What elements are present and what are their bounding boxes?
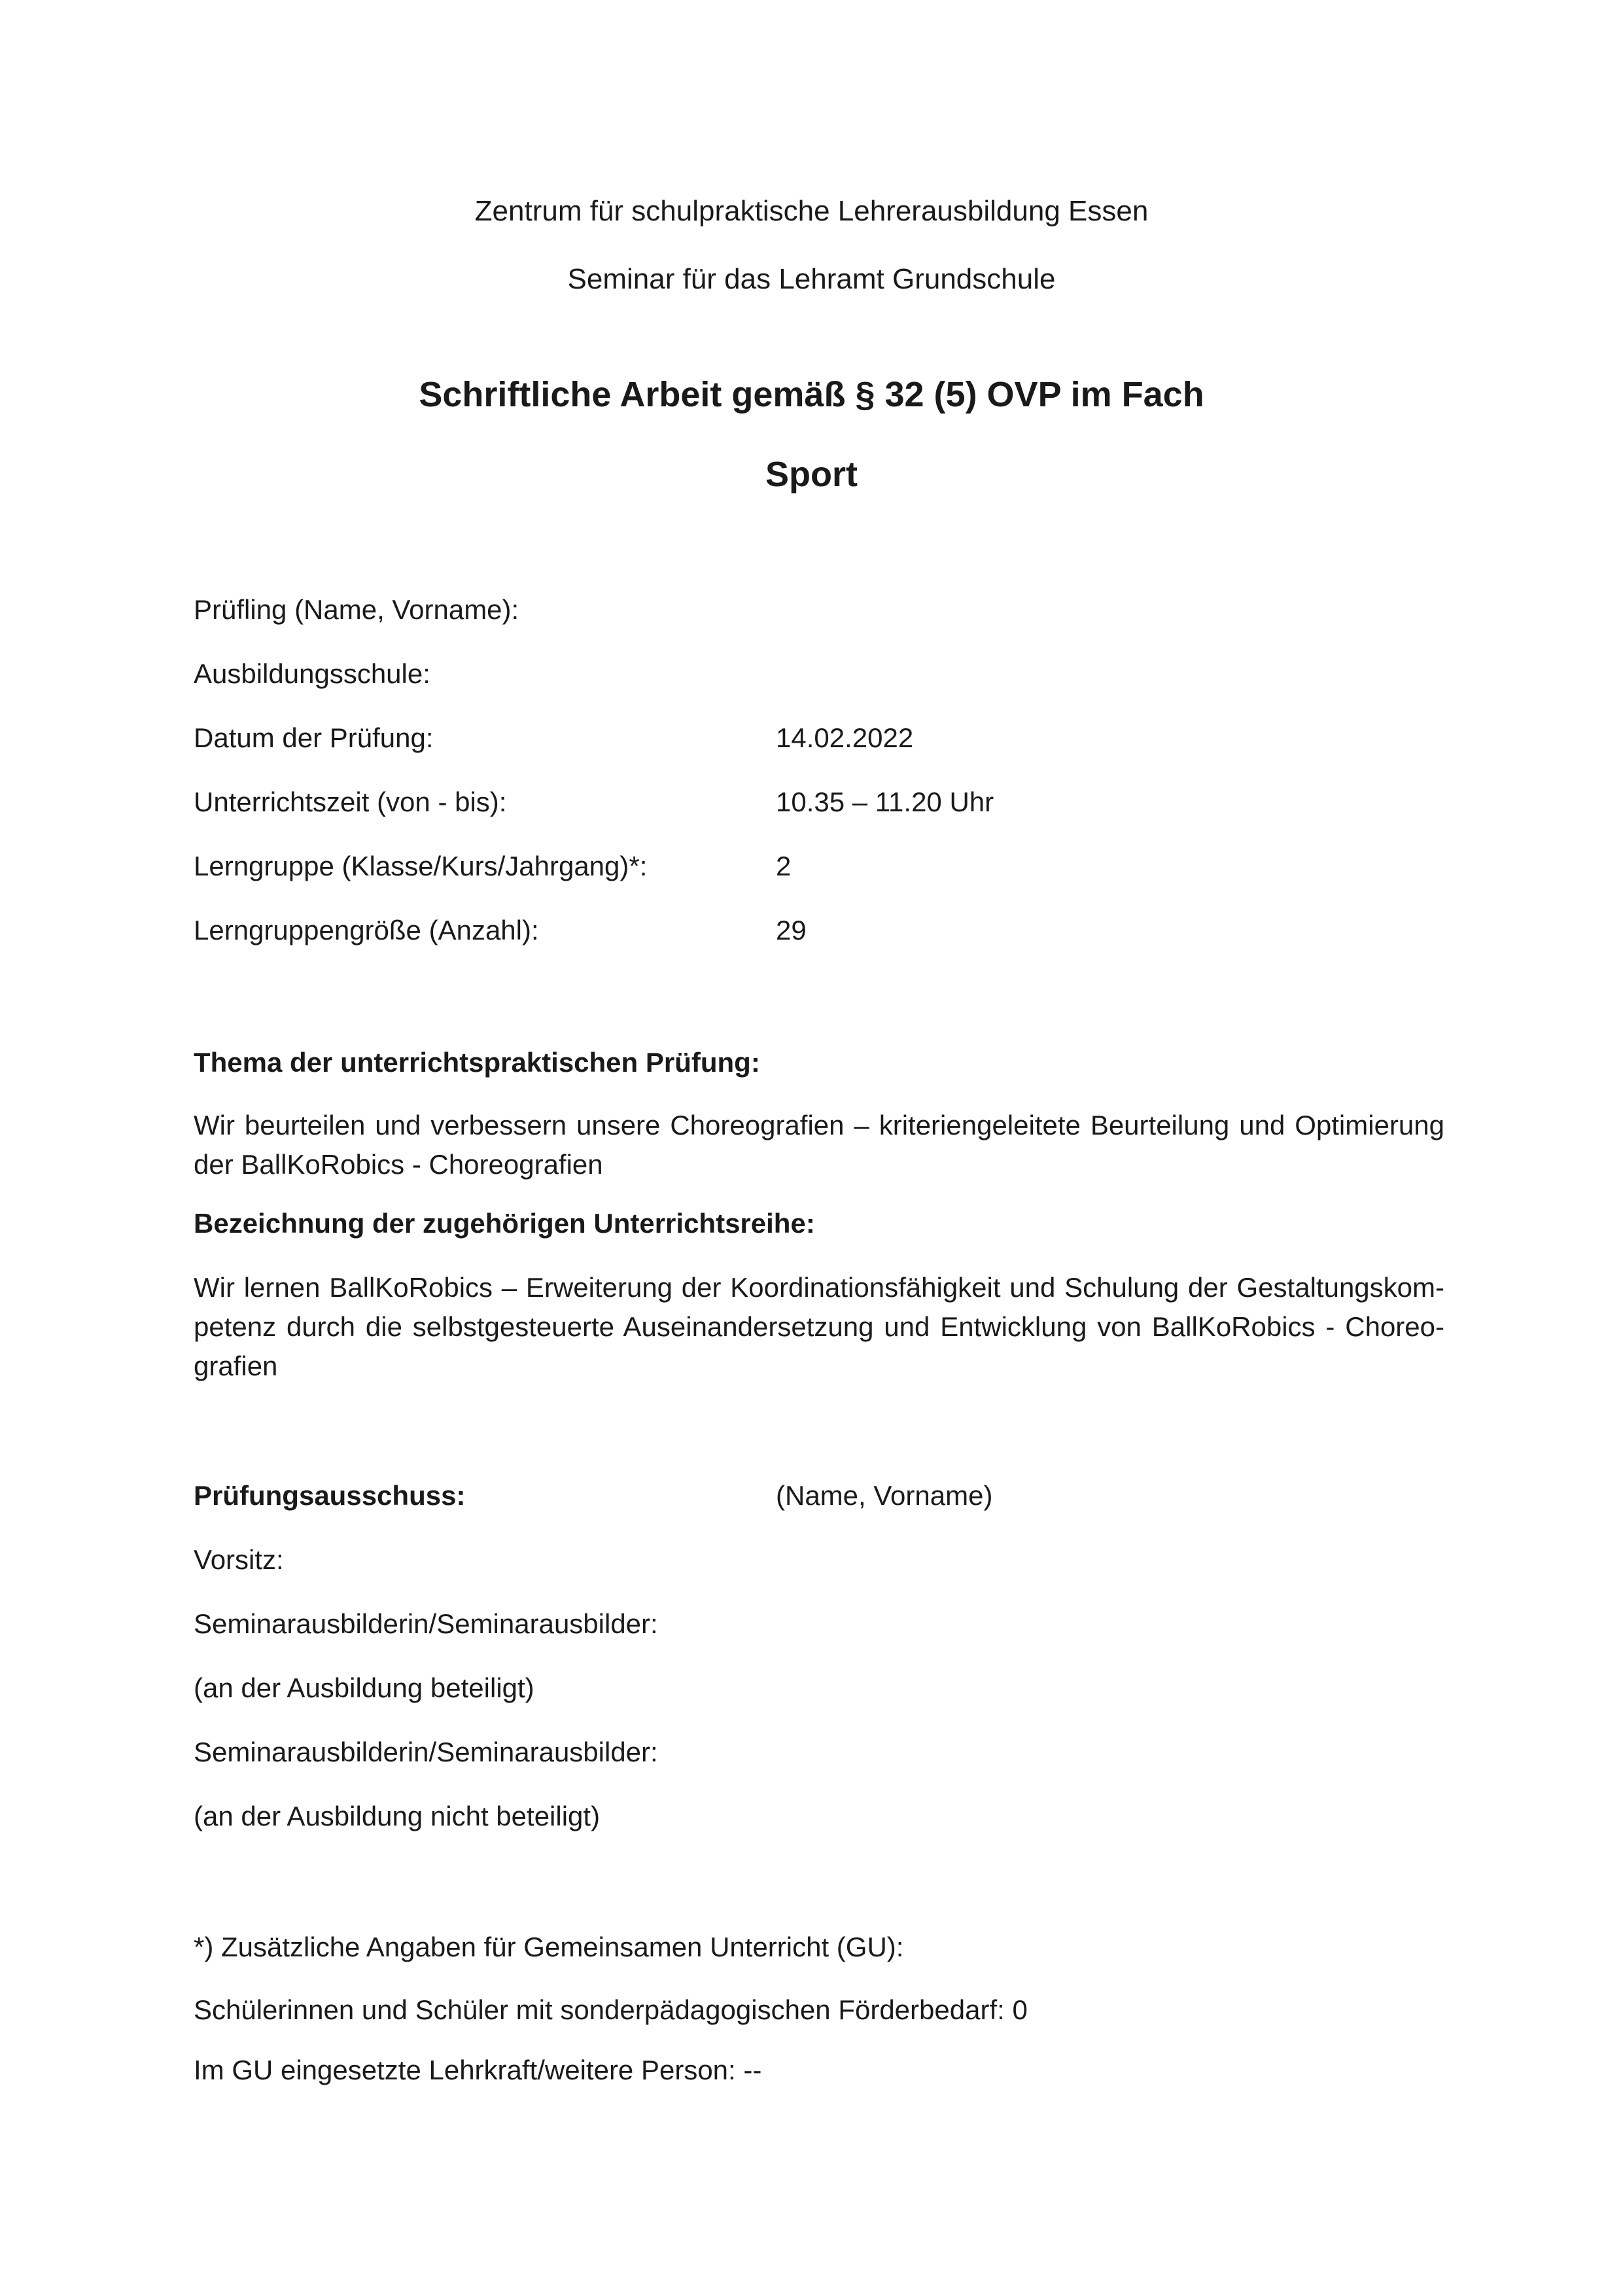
- gu-foerderbedarf: Schülerinnen und Schüler mit sonderpädagogischen Förderbedarf: 0: [194, 1994, 1028, 2025]
- zeit-value: 10.35 – 11.20 Uhr: [776, 786, 994, 817]
- reihe-line-1: Wir lernen BallKoRobics – Erweiterung der Koordinationsfähigkeit und Schulung der Gestaltungskom-: [194, 1272, 1444, 1303]
- lerngruppe-value: 2: [776, 851, 792, 881]
- ausschuss-heading: Prüfungsausschuss:: [194, 1480, 466, 1511]
- seminarausbilder-2-note: (an der Ausbildung nicht beteiligt): [194, 1801, 601, 1831]
- vorsitz-label: Vorsitz:: [194, 1544, 284, 1575]
- thema-heading: Thema der unterrichtspraktischen Prüfung:: [194, 1047, 760, 1078]
- document-title: Schriftliche Arbeit gemäß § 32 (5) OVP im Fach: [419, 375, 1204, 414]
- groesse-value: 29: [776, 915, 807, 945]
- thema-line-2: der BallKoRobics - Choreografien: [194, 1149, 603, 1180]
- datum-value: 14.02.2022: [776, 722, 914, 753]
- reihe-line-3: grafien: [194, 1351, 278, 1381]
- seminarausbilder-2-label: Seminarausbilderin/Seminarausbilder:: [194, 1737, 658, 1767]
- thema-line-1: Wir beurteilen und verbessern unsere Choreografien – kriteriengeleitete Beurteilung und Optimierung: [194, 1110, 1444, 1140]
- ausschuss-name-hint: (Name, Vorname): [776, 1480, 993, 1511]
- seminar-name: Seminar für das Lehramt Grundschule: [567, 263, 1056, 295]
- gu-lehrkraft: Im GU eingesetzte Lehrkraft/weitere Person: --: [194, 2055, 762, 2085]
- reihe-text: [194, 1268, 1444, 1386]
- datum-label: Datum der Prüfung:: [194, 722, 434, 753]
- reihe-line-2: petenz durch die selbstgesteuerte Auseinandersetzung und Entwicklung von BallKoRobics - Choreo-: [194, 1311, 1444, 1342]
- seminarausbilder-1-label: Seminarausbilderin/Seminarausbilder:: [194, 1608, 658, 1639]
- reihe-heading: Bezeichnung der zugehörigen Unterrichtsreihe:: [194, 1208, 815, 1239]
- subject-title: Sport: [765, 455, 858, 494]
- schule-label: Ausbildungsschule:: [194, 658, 430, 689]
- thema-text: [194, 1106, 1444, 1184]
- pruefling-label: Prüfling (Name, Vorname):: [194, 594, 519, 625]
- institution-name: Zentrum für schulpraktische Lehrerausbildung Essen: [474, 195, 1149, 227]
- groesse-label: Lerngruppengröße (Anzahl):: [194, 915, 539, 945]
- gu-heading: *) Zusätzliche Angaben für Gemeinsamen Unterricht (GU):: [194, 1932, 904, 1962]
- lerngruppe-label: Lerngruppe (Klasse/Kurs/Jahrgang)*:: [194, 851, 648, 881]
- seminarausbilder-1-note: (an der Ausbildung beteiligt): [194, 1672, 534, 1703]
- zeit-label: Unterrichtszeit (von - bis):: [194, 786, 507, 817]
